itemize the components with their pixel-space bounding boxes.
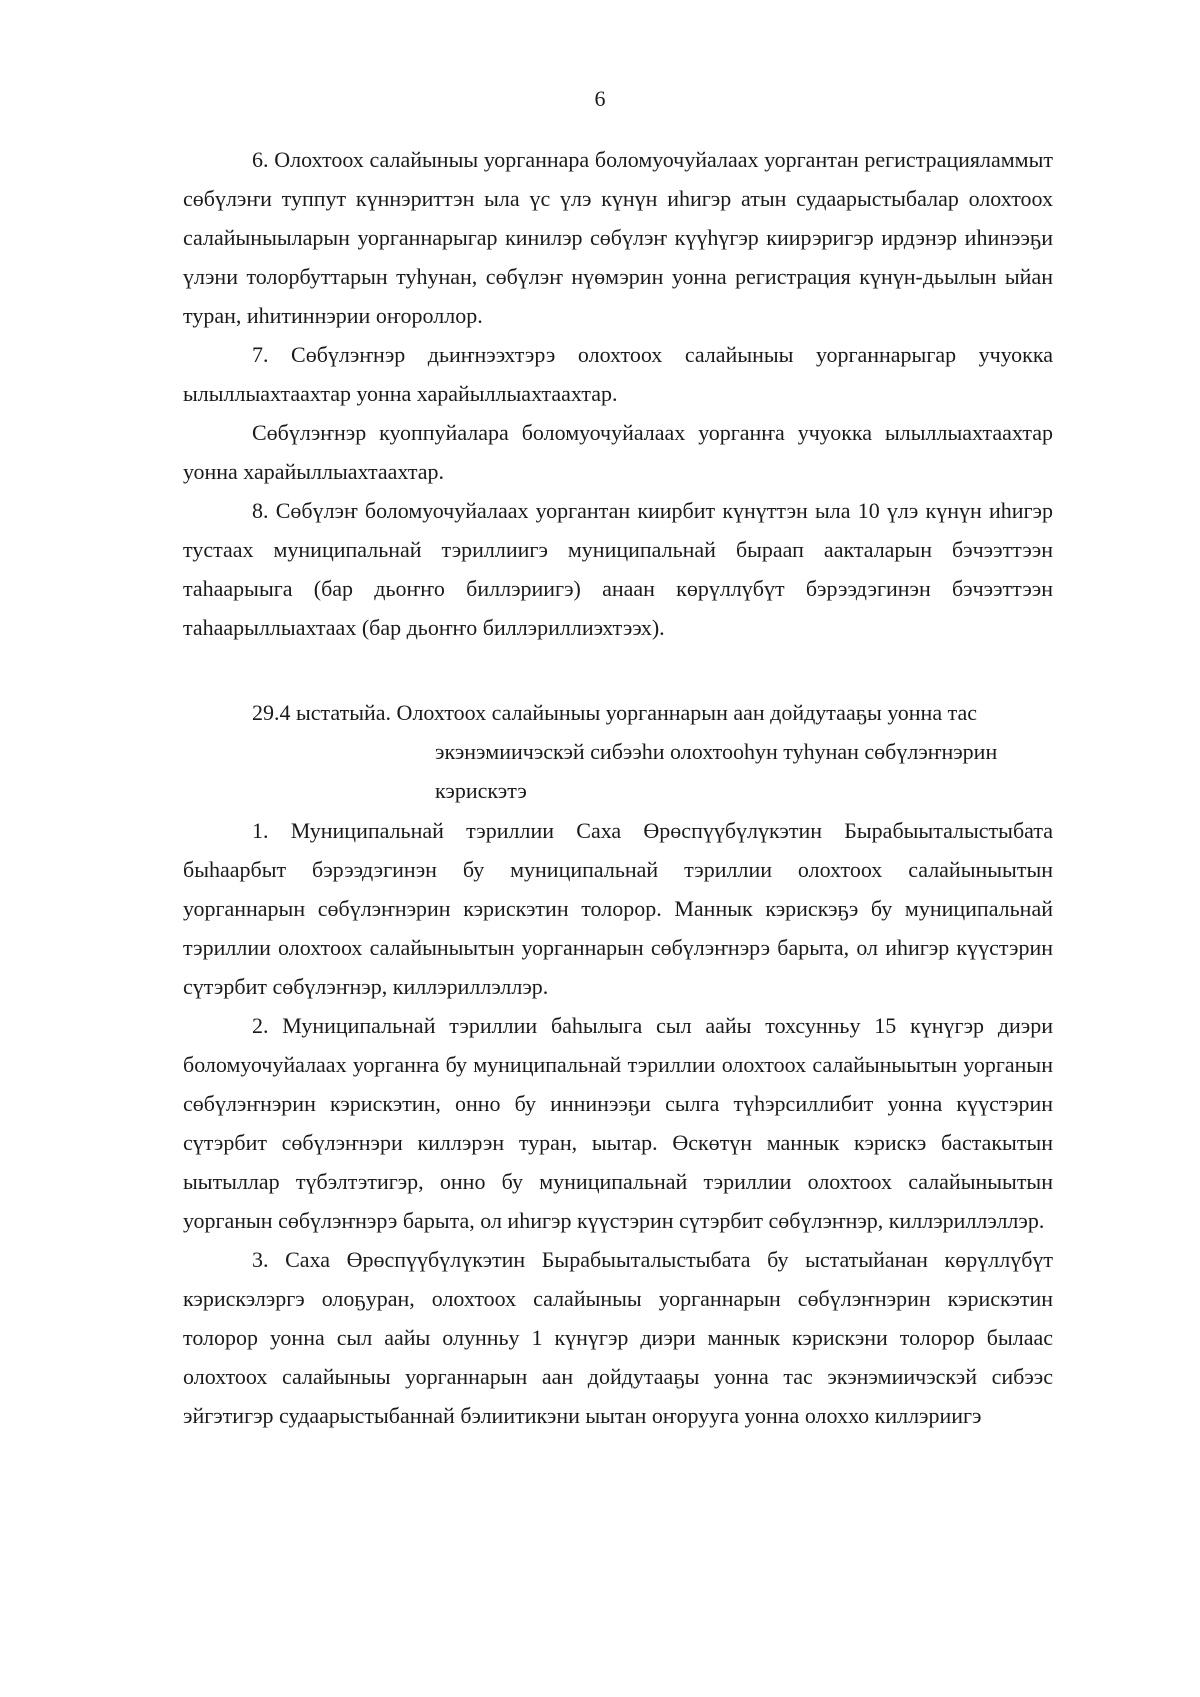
paragraph-article-item-3: 3. Саха Өрөспүүбүлүкэтин Бырабыыталыстыбата бу ыстатыйанан көрүллүбүт кэрискэлэргэ олоҕуран, олохтоох салайыныы уорганнарын сөбүлэҥнэрин кэрискэтин толорор уонна сыл аайы олунньу 1 күнүгэр диэри маннык кэрискэни толорор былаас олохтоох салайыныы уорганнарын аан дойдутааҕы уонна тас экэнэмиичэскэй сибээс эйгэтигэр судаарыстыбаннай бэлиитикэни ыытан оҥорууга уонна олоххо киллэриигэ xyxy=(183,1247,1053,1428)
article-heading-line3: кэрискэтэ xyxy=(435,778,527,803)
document-body xyxy=(183,140,1053,1435)
paragraph-copies: Сөбүлэҥнэр куоппуйалара боломуочуйалаах уорганҥа учуокка ылыллыахтаахтар уонна харайыллыахтаахтар. xyxy=(183,420,1053,484)
paragraph-item-6: 6. Олохтоох салайыныы уорганнара боломуочуйалаах уоргантан регистрацияламмыт сөбүлэҥи туппут күннэриттэн ыла үс үлэ күнүн иһигэр атын судаарыстыбалар олохтоох салайыныыларын уорганнарыгар кинилэр сөбүлэҥ күүһүгэр киирэригэр ирдэнэр иһинээҕи үлэни толорбуттарын туһунан, сөбүлэҥ нүөмэрин уонна регистрация күнүн-дьылын ыйан туран, иһитиннэрии оҥороллор. xyxy=(183,147,1053,328)
paragraph-article-item-1: 1. Муниципальнай тэриллии Саха Өрөспүүбүлүкэтин Бырабыыталыстыбата быһаарбыт бэрээдэгинэн бу муниципальнай тэриллии олохтоох салайыныытын уорганнарын сөбүлэҥнэрин кэрискэтин толорор. Маннык кэрискэҕэ бу муниципальнай тэриллии олохтоох салайыныытын уорганнарын сөбүлэҥнэрэ барыта, ол иһигэр күүстэрин сүтэрбит сөбүлэҥнэр, киллэриллэллэр. xyxy=(183,818,1053,999)
paragraph-item-8: 8. Сөбүлэҥ боломуочуйалаах уоргантан киирбит күнүттэн ыла 10 үлэ күнүн иһигэр тустаах муниципальнай тэриллиигэ муниципальнай быраап аакталарын бэчээттээн таһаарыыга (бар дьоҥҥо биллэриигэ) анаан көрүллүбүт бэрээдэгинэн бэчээттээн таһаарыллыахтаах (бар дьоҥҥо биллэриллиэхтээх). xyxy=(183,498,1053,640)
article-heading xyxy=(183,693,1053,810)
paragraph-item-7: 7. Сөбүлэҥнэр дьиҥнээхтэрэ олохтоох салайыныы уорганнарыгар учуокка ылыллыахтаахтар уонна харайыллыахтаахтар. xyxy=(183,342,1053,406)
page-number: 6 xyxy=(594,86,606,111)
article-heading-line2: экэнэмиичэскэй сибээһи олохтооһун туһунан сөбүлэҥнэрин xyxy=(435,739,998,764)
article-heading-line1: 29.4 ыстатыйа. Олохтоох салайыныы уорганнарын аан дойдутааҕы уонна тас xyxy=(252,700,978,725)
paragraph-article-item-2: 2. Муниципальнай тэриллии баһылыга сыл аайы тохсунньу 15 күнүгэр диэри боломуочуйалаах уорганҥа бу муниципальнай тэриллии олохтоох салайыныытын уорганын сөбүлэҥнэрин кэрискэтин, онно бу иннинээҕи сылга түһэрсиллибит уонна күүстэрин сүтэрбит сөбүлэҥнэри киллэрэн туран, ыытар. Өскөтүн маннык кэрискэ бастакытын ыытыллар түбэлтэтигэр, онно бу муниципальнай тэриллии олохтоох салайыныытын уорганын сөбүлэҥнэрэ барыта, ол иһигэр күүстэрин сүтэрбит сөбүлэҥнэр, киллэриллэллэр. xyxy=(183,1013,1053,1233)
